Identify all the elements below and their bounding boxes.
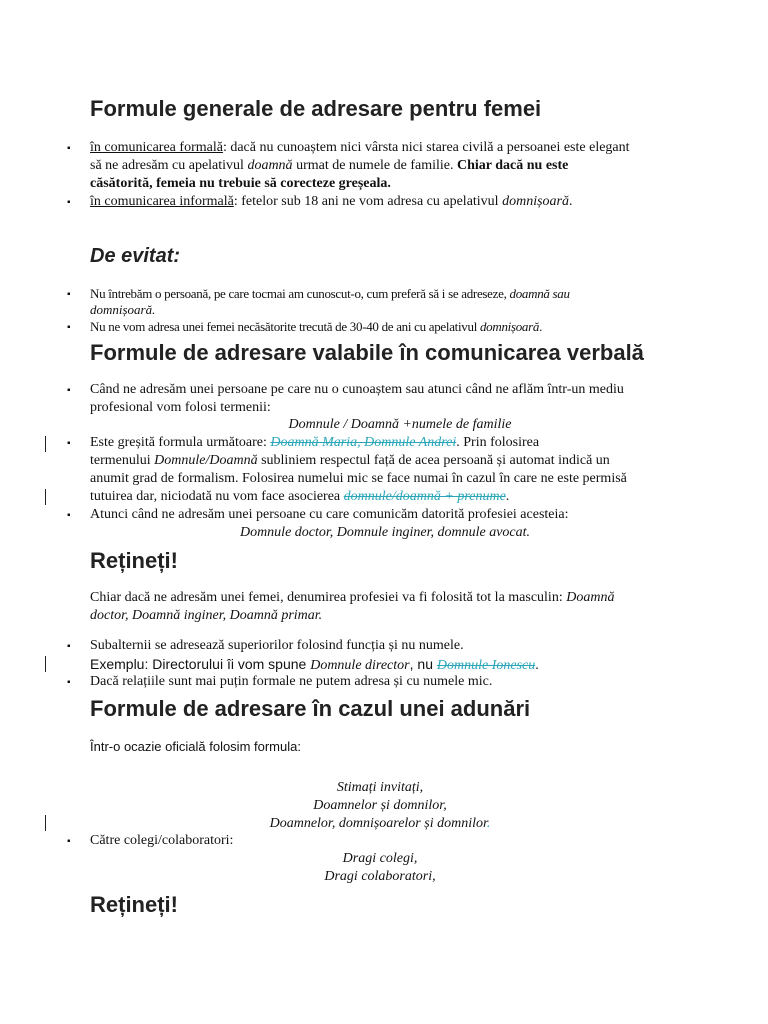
avoid-text-2b: domnișoară <box>479 319 540 334</box>
colleagues-bullet: Către colegi/colaboratori: <box>90 833 234 848</box>
masculine-note-line-2: doctor, Doamnă inginer, Doamnă primar. <box>90 608 323 623</box>
masculine-note-line-1 <box>90 589 614 607</box>
deleted-surname: Domnule Ionescu <box>436 658 536 673</box>
avoid-bullet-1-line-1 <box>90 285 570 303</box>
informal-text-b: domnișoară <box>502 194 569 209</box>
verbal-bullet-2-line-3: anumit grad de formalism. Folosirea numelui mic se face numai în cazul în care ne este permisă <box>90 471 627 486</box>
subordinates-bullet: Subalternii se adresează superiorilor folosind funcția și nu numele. <box>90 638 464 653</box>
masculine-text-a: Chiar dacă ne adresăm unei femei, denumirea profesiei va fi folosită tot la masculin: <box>90 590 567 605</box>
deleted-association: domnule/doamnă + prenume <box>343 489 506 504</box>
formula-line-2: Doamnelor și domnilor, <box>313 798 447 813</box>
informal-bullet <box>90 193 572 211</box>
bullet-icon: ▪ <box>67 438 71 449</box>
verbal-bullet-1-line-1: Când ne adresăm unei persoane pe care nu o cunoaștem sau atunci când ne aflăm într-un mediu <box>90 382 624 397</box>
verbal-bullet-2-line-4 <box>90 488 509 506</box>
verbal-bullet-3: Atunci când ne adresăm unei persoane cu care comunicăm datorită profesiei acesteia: <box>90 507 569 522</box>
example-text-a: Exemplu: Directorului îi vom spune <box>90 656 311 672</box>
bullet-icon: ▪ <box>67 641 71 652</box>
formal-bullet-line-1 <box>90 139 630 157</box>
verbal-text-2d: Domnule/Doamnă <box>154 453 258 468</box>
formal-text-2a: să ne adresăm cu apelativul <box>90 158 248 173</box>
change-bar <box>45 436 46 452</box>
heading-avoid: De evitat: <box>90 245 181 267</box>
change-bar <box>45 815 46 831</box>
example-text-c: , nu <box>409 656 437 672</box>
heading-gatherings: Formule de adresare în cazul unei adunări <box>90 696 531 721</box>
deleted-wrong-formula: Doamnă Maria, Domnule Andrei <box>270 435 457 450</box>
informal-text-a: : fetelor sub 18 ani ne vom adresa cu apelativul <box>233 194 503 209</box>
formal-text-1: : dacă nu cunoaștem nici vârsta nici starea civilă a persoanei este elegant <box>222 140 630 155</box>
heading-verbal-formulas: Formule de adresare valabile în comunicarea verbală <box>90 340 644 365</box>
formula-text-3b: . <box>486 816 491 831</box>
verbal-text-2e: subliniem respectul față de acea persoană și automat indică un <box>257 453 610 468</box>
formula-surname: Domnule / Doamnă +numele de familie <box>288 417 512 432</box>
formula-text-3a: Doamnelor, domnișoarelor și domnilor <box>269 816 487 831</box>
formula-line-3 <box>90 815 670 833</box>
bullet-icon: ▪ <box>67 289 71 300</box>
masculine-text-b: Doamnă <box>566 590 615 605</box>
verbal-text-2c: termenului <box>90 453 155 468</box>
heading-remember-2: Rețineți! <box>90 892 178 917</box>
bullet-icon: ▪ <box>67 322 71 333</box>
informal-text-c: . <box>568 194 573 209</box>
formal-text-2b: doamnă <box>247 158 293 173</box>
heading-remember-1: Rețineți! <box>90 548 178 573</box>
example-text-b: Domnule director <box>310 658 410 673</box>
formal-bullet-line-2 <box>90 157 568 175</box>
official-occasion-text: Într-o ocazie oficială folosim formula: <box>90 739 301 754</box>
profession-examples: Domnule doctor, Domnule inginer, domnule avocat. <box>239 525 531 540</box>
verbal-bullet-2-line-2 <box>90 452 610 470</box>
formal-text-2d: Chiar dacă nu este <box>457 158 569 173</box>
bullet-icon: ▪ <box>67 510 71 521</box>
avoid-text-1b: doamnă sau <box>509 286 570 301</box>
verbal-bullet-2-line-1 <box>90 434 539 452</box>
avoid-text-1a: Nu întrebăm o persoană, pe care tocmai am cunoscut-o, cum preferă să i se adreseze, <box>90 286 510 301</box>
bullet-icon: ▪ <box>67 197 71 208</box>
verbal-bullet-1-line-2: profesional vom folosi termenii: <box>90 400 271 415</box>
informal-term: în comunicarea informală <box>90 194 234 209</box>
bullet-icon: ▪ <box>67 836 71 847</box>
heading-general-formulas: Formule generale de adresare pentru femei <box>90 96 542 121</box>
formal-text-2c: urmat de numele de familie. <box>292 158 458 173</box>
colleagues-line-2: Dragi colaboratori, <box>324 869 436 884</box>
verbal-text-2g: . <box>505 489 510 504</box>
bullet-icon: ▪ <box>67 143 71 154</box>
verbal-text-2f: tutuirea dar, niciodată nu vom face asocierea <box>90 489 344 504</box>
formal-bullet-line-3: căsătorită, femeia nu trebuie să corecteze greșeala. <box>90 176 391 191</box>
avoid-text-2a: Nu ne vom adresa unei femei necăsătorite trecută de 30-40 de ani cu apelativul <box>90 319 480 334</box>
informal-relations-bullet: Dacă relațiile sunt mai puțin formale ne putem adresa și cu numele mic. <box>90 674 493 689</box>
example-line <box>90 655 539 675</box>
avoid-bullet-1-line-2: domnișoară. <box>90 302 156 317</box>
avoid-text-2c: . <box>539 319 543 334</box>
formal-term: în comunicarea formală <box>90 140 223 155</box>
colleagues-line-1: Dragi colegi, <box>342 851 418 866</box>
change-bar <box>45 489 46 505</box>
example-text-d: . <box>535 658 539 673</box>
bullet-icon: ▪ <box>67 385 71 396</box>
change-bar <box>45 656 46 672</box>
verbal-text-2a: Este greșită formula următoare: <box>90 435 271 450</box>
avoid-bullet-2 <box>90 318 542 336</box>
formula-line-1: Stimați invitați, <box>336 780 424 795</box>
verbal-text-2b: . Prin folosirea <box>456 435 540 450</box>
bullet-icon: ▪ <box>67 677 71 688</box>
